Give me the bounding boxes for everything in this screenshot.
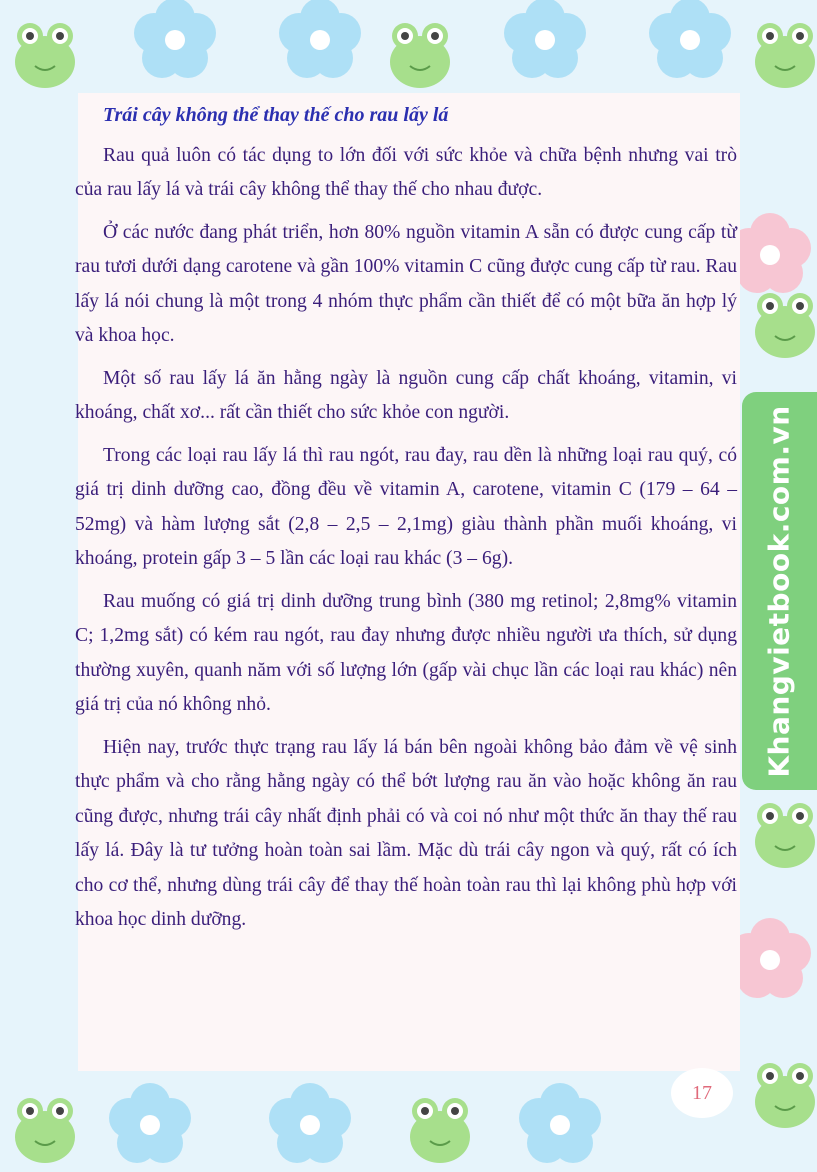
side-watermark-container (742, 392, 817, 790)
paragraph: Trong các loại rau lấy lá thì rau ngót, rau đay, rau dền là những loại rau quý, có giá trị dinh dưỡng cao, đồng đều về vitamin A, carotene, vitamin C (179 – 64 – 52mg) và hàm lượng sắt (2,8 – 2,5 – 2,1mg) giàu thành phần muối khoáng, vi khoáng, protein gấp 3 – 5 lần các loại rau khác (3 – 6g). (75, 444, 737, 569)
page-number: 17 (671, 1068, 733, 1118)
section-heading: Trái cây không thể thay thế cho rau lấy lá (103, 104, 449, 126)
paragraph: Một số rau lấy lá ăn hằng ngày là nguồn cung cấp chất khoáng, vitamin, vi khoáng, chất xơ... rất cần thiết cho sức khỏe con người. (75, 367, 737, 423)
article-body (75, 98, 737, 946)
paragraph: Rau muống có giá trị dinh dưỡng trung bình (380 mg retinol; 2,8mg% vitamin C; 1,2mg sắt) có kém rau ngót, rau đay nhưng được nhiều người ưa thích, sử dụng thường xuyên, quanh năm với số lượng lớn (gấp vài chục lần các loại rau khác) nên giá trị của nó không nhỏ. (75, 590, 737, 715)
paragraph: Hiện nay, trước thực trạng rau lấy lá bán bên ngoài không bảo đảm về vệ sinh thực phẩm và cho rằng hằng ngày có thể bớt lượng rau ăn vào hoặc không ăn rau cũng được, nhưng trái cây nhất định phải có và coi nó như một thức ăn thay thế rau lấy lá. Đây là tư tưởng hoàn toàn sai lầm. Mặc dù trái cây ngon và quý, rất có ích cho cơ thể, nhưng dùng trái cây để thay thế hoàn toàn rau thì lại không phù hợp với khoa học dinh dưỡng. (75, 736, 737, 930)
side-watermark: Khangvietbook.com.vn (763, 404, 796, 778)
paragraph: Rau quả luôn có tác dụng to lớn đối với sức khỏe và chữa bệnh nhưng vai trò của rau lấy lá và trái cây không thể thay thế cho nhau được. (75, 144, 737, 200)
paragraph: Ở các nước đang phát triển, hơn 80% nguồn vitamin A sẵn có được cung cấp từ rau tươi dưới dạng carotene và gần 100% vitamin C cũng được cung cấp từ rau. Rau lấy lá nói chung là một trong 4 nhóm thực phẩm cần thiết để có một bữa ăn hợp lý và khoa học. (75, 221, 737, 346)
